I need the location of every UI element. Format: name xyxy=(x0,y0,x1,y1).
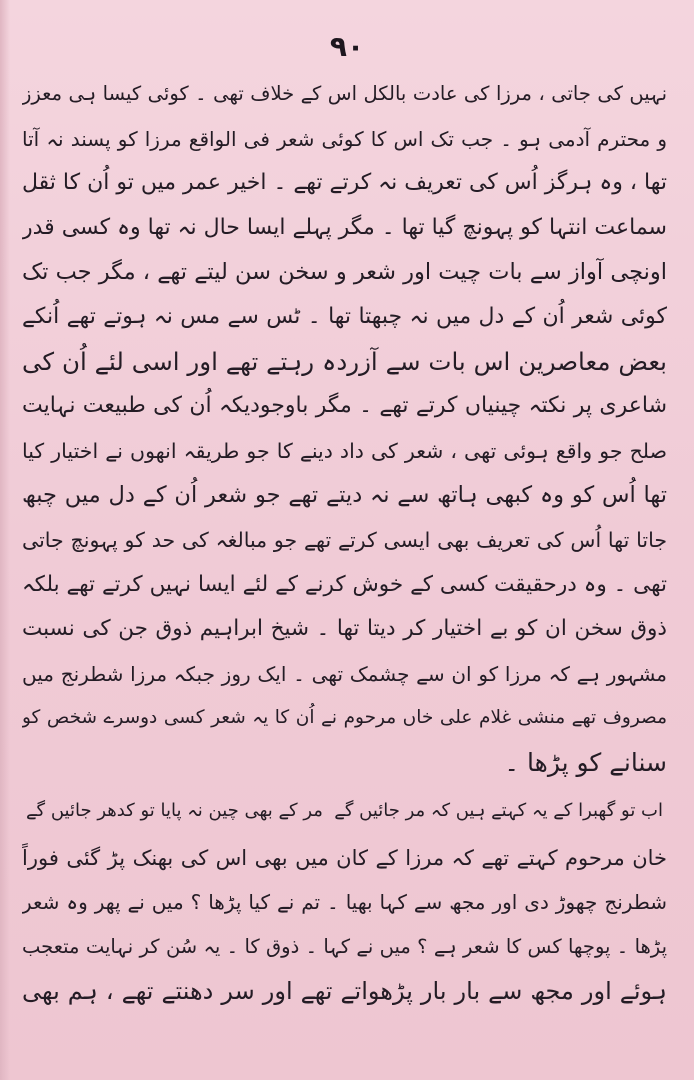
text-line: شاعری پر نکتہ چینیاں کرتے تھے ۔ مگر باوجودیکہ اُن کی طبیعت نہایت xyxy=(22,393,667,419)
text-line: تھی ۔ وہ درحقیقت کسی کے خوش کرنے کے لئے ایسا نہیں کرتے تھے بلکہ xyxy=(22,571,667,597)
verse-couplet xyxy=(22,786,667,836)
text-line: مشہور ہے کہ مرزا کو ان سے چشمک تھی ۔ ایک روز جبکہ مرزا شطرنج میں xyxy=(22,661,667,686)
text-line: ذوق سخن ان کو بے اختیار کر دیتا تھا ۔ شیخ ابراہیم ذوق جن کی نسبت xyxy=(22,616,667,642)
text-line: تھا ، وہ ہرگز اُس کی تعریف نہ کرتے تھے ۔ اخیر عمر میں تو اُن کا ثقل xyxy=(22,170,667,196)
text-line: نہیں کی جاتی ، مرزا کی عادت بالکل اس کے خلاف تھی ۔ کوئی کیسا ہی معزز xyxy=(22,82,667,105)
text-line: ہوئے اور مجھ سے بار بار پڑھواتے تھے اور سر دھنتے تھے ، ہم بھی xyxy=(22,977,667,1006)
verse-first-hemistich: اب تو گھبرا کے یہ کہتے ہیں کہ مر جائیں گے xyxy=(334,799,663,821)
text-line: اونچی آواز سے بات چیت اور شعر و سخن سن لیتے تھے ، مگر جب تک xyxy=(22,259,667,286)
text-line: و محترم آدمی ہو ۔ جب تک اس کا کوئی شعر فی الواقع مرزا کو پسند نہ آتا xyxy=(22,126,667,151)
verse-second-hemistich: مر کے بھی چین نہ پایا تو کدھر جائیں گے xyxy=(26,799,323,821)
page-body xyxy=(22,72,667,1014)
text-line: جاتا تھا اُس کی تعریف بھی ایسی کرتے تھے جو مبالغہ کی حد کو پہونچ جاتی xyxy=(22,527,667,552)
text-line: شطرنج چھوڑ دی اور مجھ سے کہا بھیا ۔ تم نے کیا پڑھا ؟ میں نے پھر وہ شعر xyxy=(22,890,667,915)
text-line-paragraph-end: سنانے کو پڑھا ۔ xyxy=(504,747,667,777)
text-line: صلح جو واقع ہوئی تھی ، شعر کی داد دینے کا جو طریقہ انھوں نے اختیار کیا xyxy=(22,438,667,463)
page-number: ٩٠ xyxy=(329,30,365,63)
text-line: خان مرحوم کہتے تھے کہ مرزا کے کان میں بھی اس کی بھنک پڑ گئی فوراً xyxy=(22,845,667,870)
page-binding-shadow xyxy=(0,0,10,1080)
text-line: تھا اُس کو وہ کبھی ہاتھ سے نہ دیتے تھے جو شعر اُن کے دل میں چبھ xyxy=(22,482,667,509)
text-line: سماعت انتہا کو پہونچ گیا تھا ۔ مگر پہلے ایسا حال نہ تھا وہ کسی قدر xyxy=(22,214,667,240)
text-line: مصروف تھے منشی غلام علی خاں مرحوم نے اُن کا یہ شعر کسی دوسرے شخص کو xyxy=(22,707,667,729)
text-line: پڑھا ۔ پوچھا کس کا شعر ہے ؟ میں نے کہا ۔ ذوق کا ۔ یہ سُن کر نہایت متعجب xyxy=(22,934,667,958)
text-line: کوئی شعر اُن کے دل میں نہ چبھتا تھا ۔ ٹس سے مس نہ ہوتے تھے اُنکے xyxy=(22,303,667,329)
text-line: بعض معاصرین اس بات سے آزردہ رہتے تھے اور اسی لئے اُن کی xyxy=(22,346,667,376)
